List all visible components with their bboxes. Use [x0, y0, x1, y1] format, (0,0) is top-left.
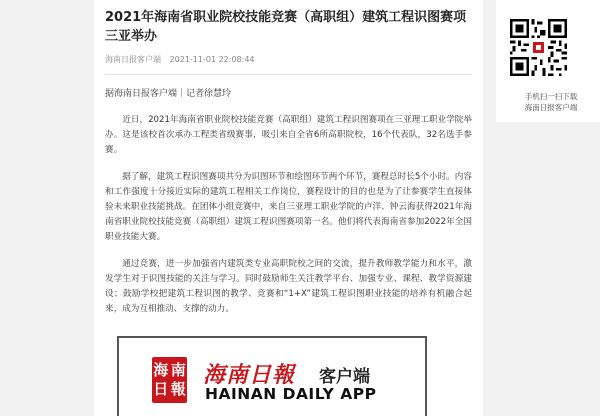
- brand-suffix: 客户端: [319, 367, 370, 387]
- divider: [105, 74, 472, 75]
- article-meta: [105, 54, 472, 65]
- article-byline: 据海南日报客户端｜记者徐慧玲: [105, 89, 232, 99]
- badge-char: 南: [170, 361, 186, 379]
- qr-code-icon[interactable]: [510, 19, 567, 76]
- badge-char: 日: [153, 380, 169, 398]
- publish-time: 2021-11-01 22:08:44: [169, 55, 255, 64]
- qr-caption-line-1: 手机扫一扫下载: [524, 92, 578, 101]
- paragraph-1: 近日，2021年海南省职业院校技能竞赛（高职组）建筑工程识图赛项在三亚理工职业学院举办。这是该校首次承办工程类省级赛事，吸引来自全省6所高职院校，16个代表队，32名选手参赛。: [105, 115, 472, 155]
- paragraph-3: 通过竞赛，进一步加强省内建筑类专业高职院校之间的交流，提升教师教学能力和水平，激发学生对于识图技能的关注与学习。同时鼓励师生关注教学平台、加强专业、课程、教学资源建设；鼓励学校把建筑工程识图的教学、竞赛和“1+X”建筑工程识图职业技能的培养有机融合起来，成为互相推动、支撑的动力。: [105, 259, 472, 314]
- paragraph-2: 据了解，建筑工程识图赛项共分为识图环节和绘图环节两个环节，赛程总时长5个小时。内容和工作强度十分接近实际的建筑工程相关工作岗位，赛程设计的目的也是为了让参赛学生直接体验未来职业技能挑战。在团体小组竞赛中，来自三亚理工职业学院的卢洋、钟云海获得2021年海南省职业院校技能竞赛（高职组）建筑工程识图赛项第一名。他们将代表海南省参加2022年全国职业技能大赛。: [105, 172, 472, 242]
- article-panel: [94, 0, 483, 416]
- hainan-daily-logo-icon: [152, 357, 187, 403]
- qr-caption-line-2: 海南日报客户端: [524, 103, 578, 112]
- qr-caption: [506, 91, 596, 113]
- app-promo-banner[interactable]: [117, 336, 427, 416]
- download-qr-card[interactable]: [496, 0, 600, 122]
- article-title: 2021年海南省职业院校技能竞赛（高职组）建筑工程识图赛项三亚举办: [105, 10, 467, 44]
- badge-char: 報: [170, 380, 186, 398]
- badge-char: 海: [153, 361, 169, 379]
- brand-name-en: HAINAN DAILY APP: [205, 385, 377, 403]
- source-name: 海南日报客户端: [105, 55, 161, 64]
- brand-name-cn: 海南日報: [203, 362, 296, 388]
